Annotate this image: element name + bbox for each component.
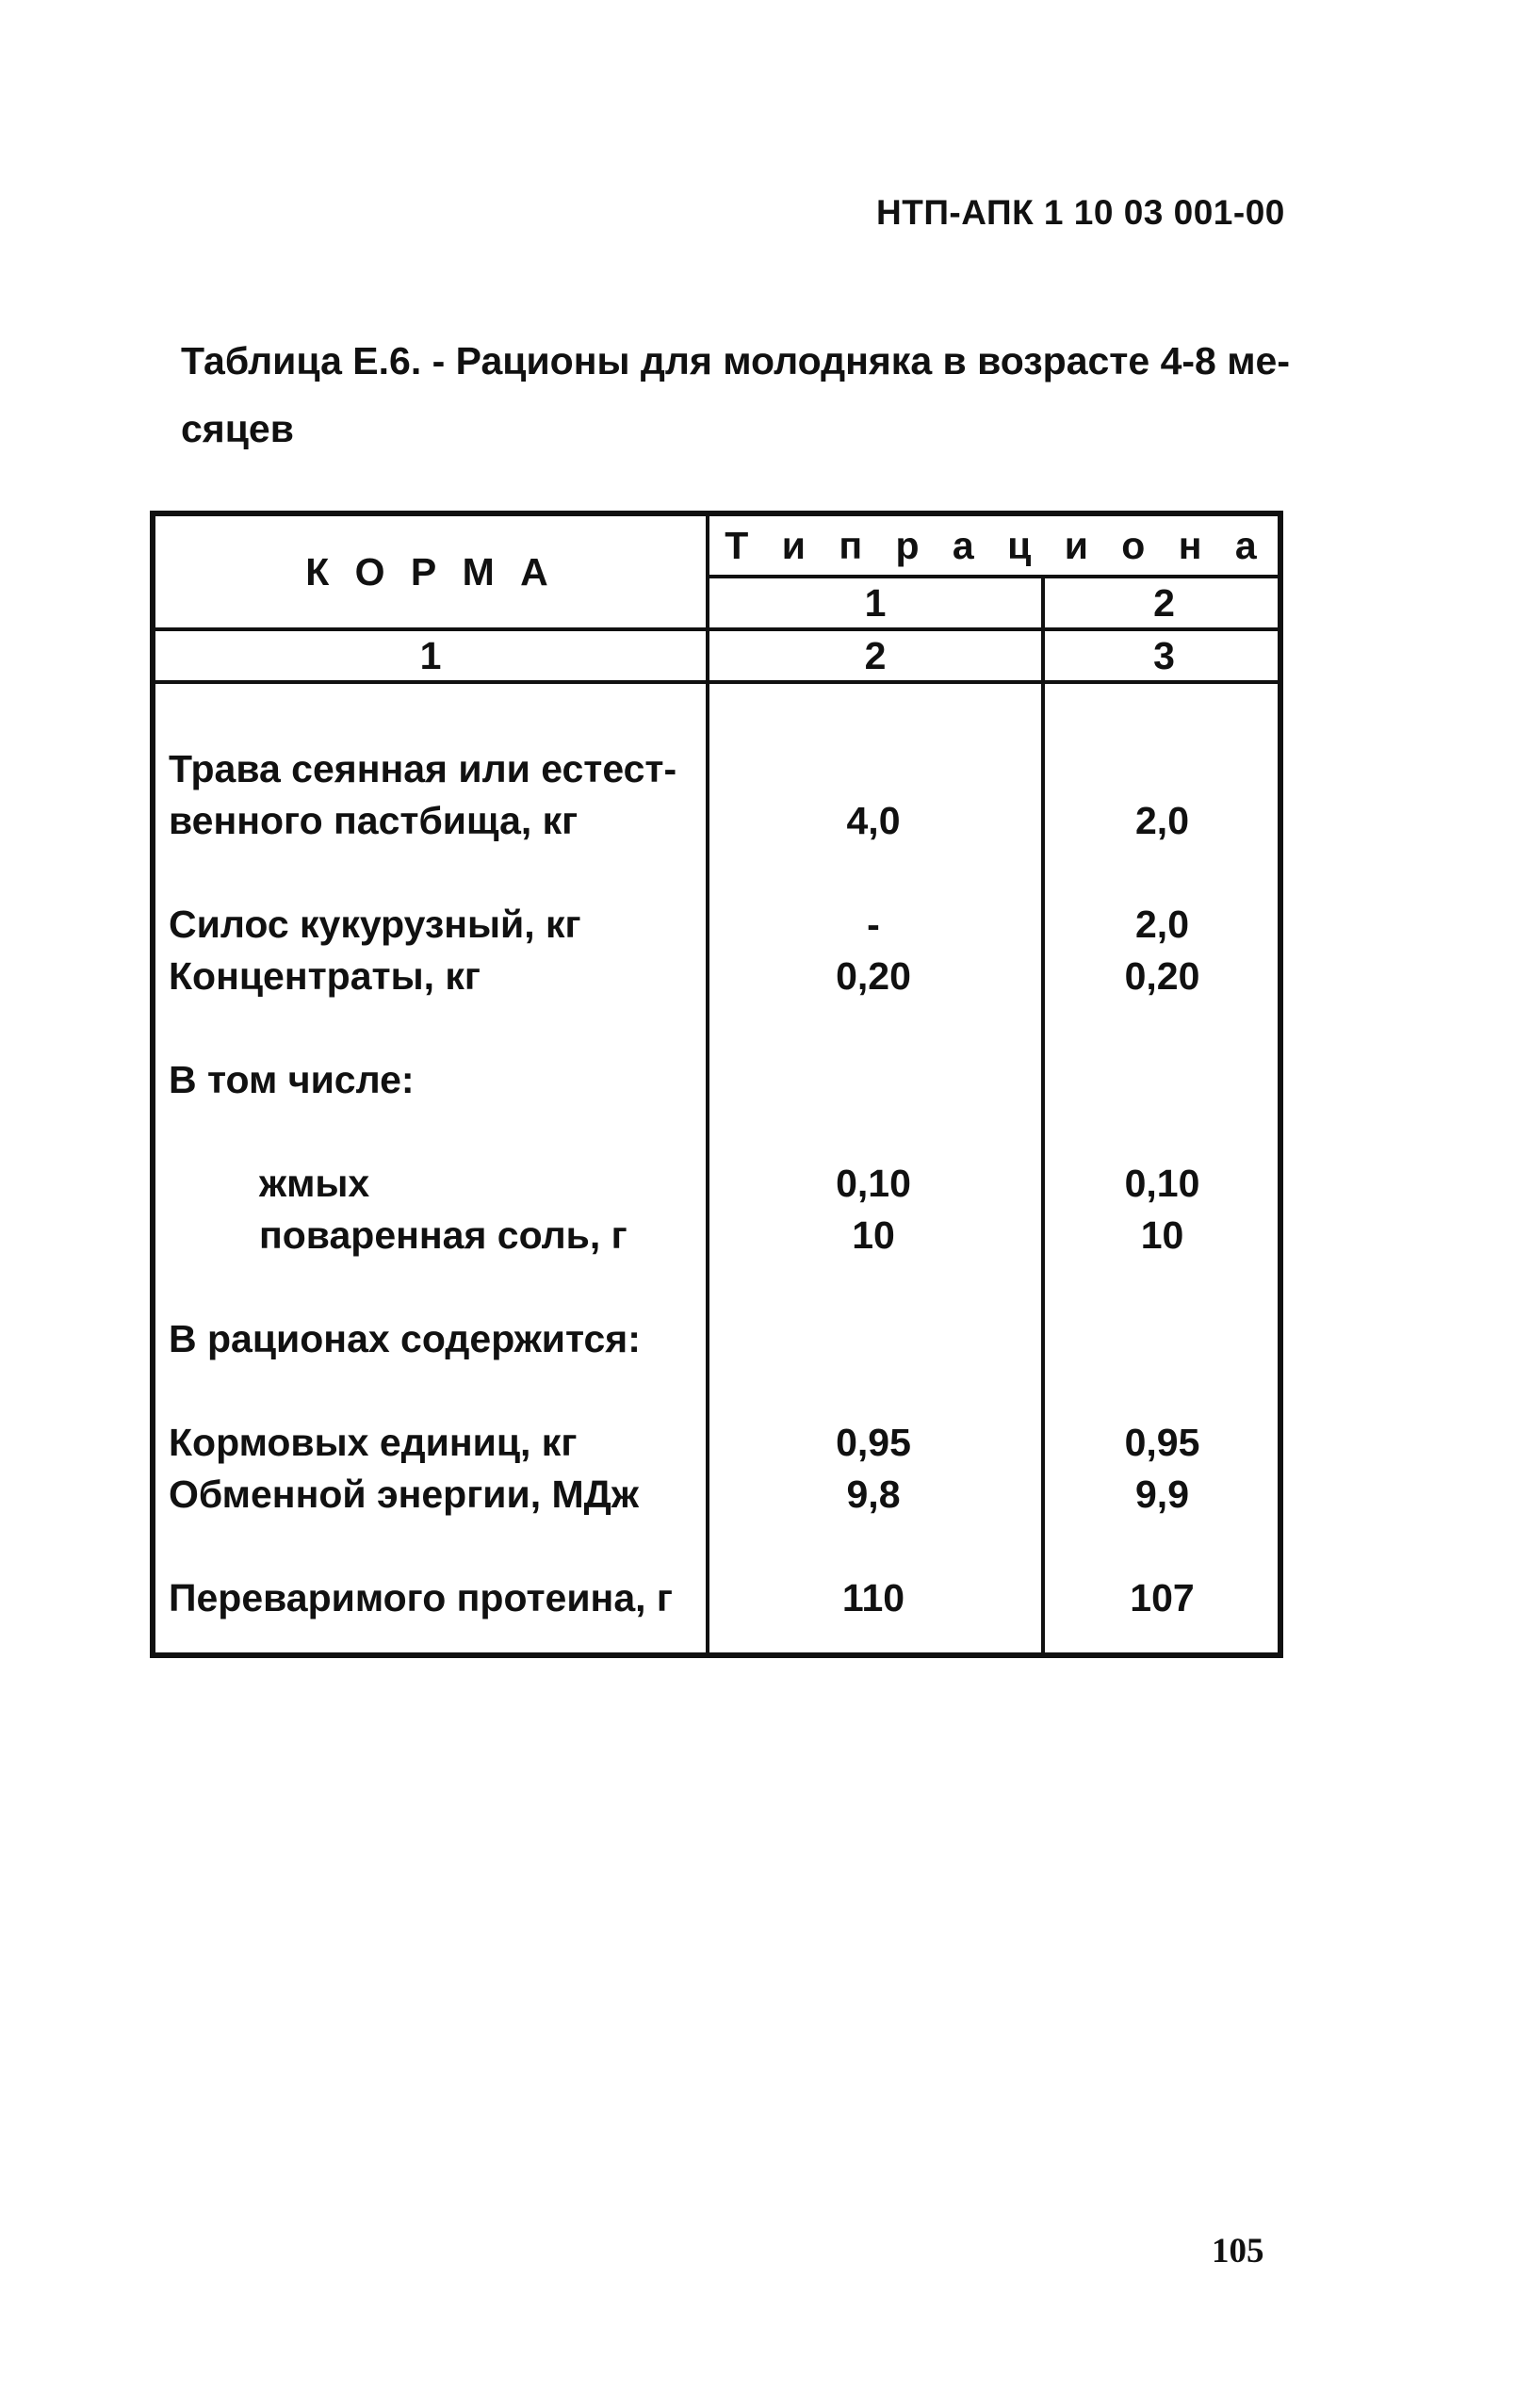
row-value-ration-1: 4,0	[846, 799, 901, 842]
caption-line-1: Таблица Е.6. - Рационы для молодняка в возрасте 4-8 ме-	[181, 339, 1291, 382]
row-value-ration-1	[706, 1053, 1041, 1106]
row-value-ration-1	[706, 1312, 1041, 1365]
row-value-ration-1	[706, 742, 1041, 795]
header-ration-1: 1	[864, 580, 887, 625]
row-value-ration-2: 0,10	[1124, 1162, 1200, 1205]
row-value-ration-1: 10	[852, 1213, 895, 1257]
table-row	[155, 1416, 1278, 1469]
table-row	[155, 1157, 1278, 1210]
header-feed: К О Р М А	[305, 549, 556, 594]
row-value-ration-2	[1041, 742, 1283, 795]
row-value-ration-2	[1041, 1312, 1283, 1365]
row-value-ration-2: 0,95	[1124, 1421, 1200, 1464]
row-label: жмых	[259, 1162, 370, 1205]
table-row	[155, 950, 1278, 1002]
header-ration-2: 2	[1153, 580, 1175, 625]
row-label: Обменной энергии, МДж	[169, 1472, 639, 1516]
table-row	[155, 1053, 1278, 1106]
row-value-ration-2: 9,9	[1135, 1472, 1189, 1516]
row-value-ration-2: 0,20	[1124, 954, 1200, 998]
table-caption	[181, 327, 1291, 463]
row-value-ration-1: -	[867, 903, 880, 946]
document-code: НТП-АПК 1 10 03 001-00	[876, 193, 1285, 232]
table-row	[155, 1571, 1278, 1624]
column-number-2: 2	[864, 633, 887, 677]
page-number: 105	[1212, 2232, 1264, 2270]
row-label: Переваримого протеина, г	[169, 1576, 673, 1619]
table-row	[155, 1312, 1278, 1365]
ration-table	[150, 511, 1283, 1658]
column-number-3: 3	[1153, 633, 1175, 677]
row-label: Концентраты, кг	[169, 954, 481, 998]
row-label: Трава сеянная или естест-	[169, 747, 677, 790]
row-label: Силос кукурузный, кг	[169, 903, 581, 946]
row-label: поваренная соль, г	[259, 1213, 627, 1257]
row-value-ration-2: 2,0	[1135, 799, 1189, 842]
numbering-divider	[155, 680, 1278, 684]
row-value-ration-1: 110	[841, 1576, 905, 1619]
row-label: В рационах содержится:	[169, 1317, 641, 1360]
row-label: венного пастбища, кг	[169, 799, 579, 842]
caption-line-2: сяцев	[181, 407, 294, 450]
table-row	[155, 742, 1278, 795]
table-row	[155, 1468, 1278, 1521]
row-value-ration-2: 10	[1140, 1213, 1184, 1257]
row-value-ration-1: 0,10	[836, 1162, 911, 1205]
table-row	[155, 1209, 1278, 1261]
row-value-ration-2: 107	[1130, 1576, 1195, 1619]
column-number-1: 1	[419, 633, 442, 677]
row-value-ration-2	[1041, 1053, 1283, 1106]
table-row	[155, 794, 1278, 847]
row-value-ration-1: 0,20	[836, 954, 911, 998]
header-ration-type: Т и п р а ц и о н а	[725, 523, 1268, 567]
row-value-ration-2: 2,0	[1135, 903, 1189, 946]
row-label: В том числе:	[169, 1058, 415, 1101]
table-row	[155, 898, 1278, 951]
row-value-ration-1: 9,8	[846, 1472, 901, 1516]
row-label: Кормовых единиц, кг	[169, 1421, 578, 1464]
row-value-ration-1: 0,95	[836, 1421, 911, 1464]
